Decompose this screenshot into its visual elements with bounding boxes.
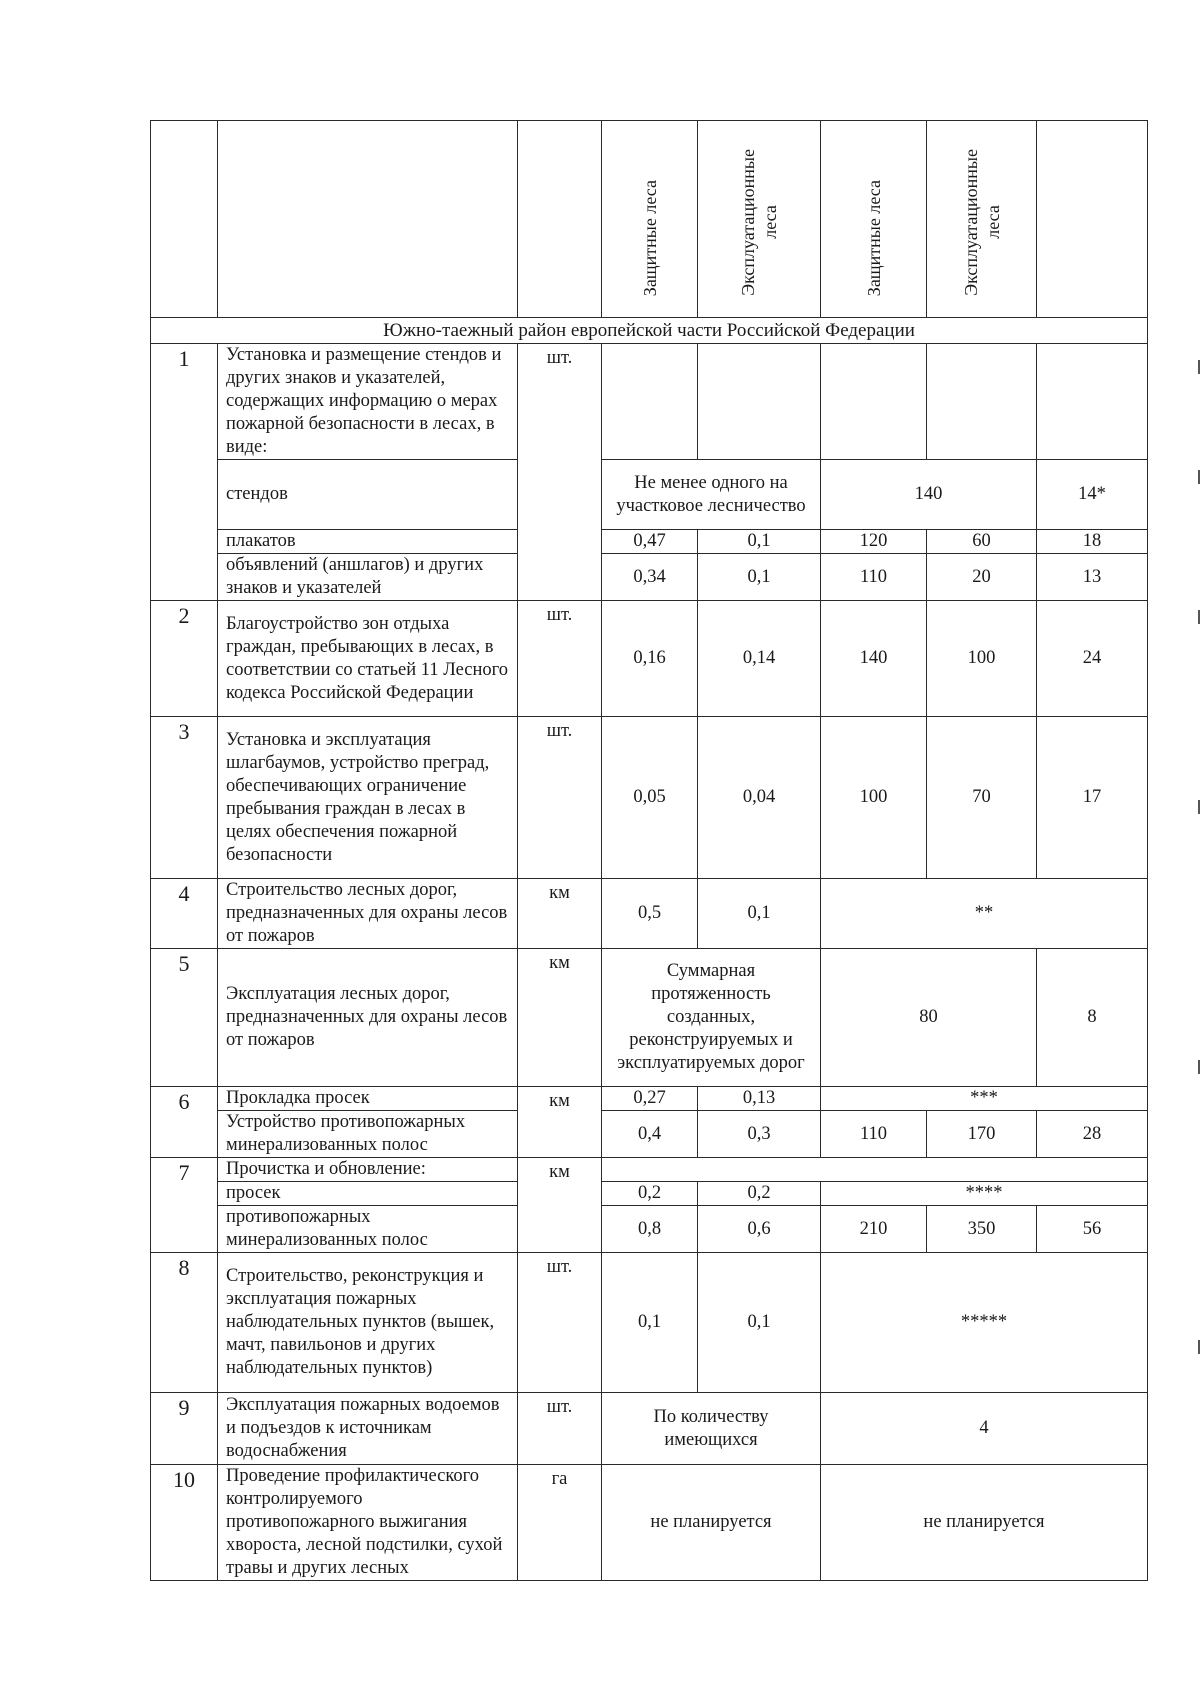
value-cell: 70: [927, 717, 1037, 879]
table-row-1-stands: [151, 460, 1148, 530]
row-unit: шт.: [518, 344, 602, 601]
row-description: Устройство противопожарных минерализованных полос: [218, 1111, 518, 1158]
value-cell: 100: [927, 601, 1037, 717]
row-unit: км: [518, 1087, 602, 1158]
value-cell: 18: [1037, 530, 1148, 554]
row-unit: шт.: [518, 1393, 602, 1465]
value-cell: 0,3: [698, 1111, 821, 1158]
header-empty-cell: [1037, 121, 1148, 318]
row-unit: шт.: [518, 601, 602, 717]
footnote-marker: ****: [821, 1182, 1148, 1206]
value-cell: 110: [821, 1111, 927, 1158]
value-cell: 0,16: [602, 601, 698, 717]
footnote-marker: ***: [821, 1087, 1148, 1111]
value-cell: 56: [1037, 1206, 1148, 1253]
norm-text: не планируется: [602, 1465, 821, 1581]
row-description: Эксплуатация пожарных водоемов и подъездов к источникам водоснабжения: [218, 1393, 518, 1465]
sub-item-description: противопожарных минерализованных полос: [218, 1206, 518, 1253]
table-row-3: [151, 717, 1148, 879]
row-number: 10: [151, 1465, 218, 1581]
header-num-cell: [151, 121, 218, 318]
value-cell: 0,14: [698, 601, 821, 717]
value-cell: 0,1: [698, 530, 821, 554]
header-protective-forests-2: Защитные леса: [821, 121, 927, 318]
row-description: Установка и эксплуатация шлагбаумов, устройство преград, обеспечивающих ограничение пребывания граждан в лесах в целях обеспечения пожарной безопасности: [218, 717, 518, 879]
table-row-7-clearings: [151, 1182, 1148, 1206]
value-cell: 0,2: [602, 1182, 698, 1206]
header-operational-forests-2: Эксплуатационные леса: [927, 121, 1037, 318]
empty-cell: [602, 344, 698, 460]
row-unit: км: [518, 949, 602, 1087]
value-cell: 0,1: [698, 879, 821, 949]
value-cell: 0,6: [698, 1206, 821, 1253]
value-cell: 140: [821, 460, 1037, 530]
row-number: 7: [151, 1158, 218, 1253]
value-cell: 14*: [1037, 460, 1148, 530]
value-cell: 0,1: [698, 554, 821, 601]
empty-cell: [1037, 344, 1148, 460]
region-row: [151, 318, 1148, 344]
row-description: Проведение профилактического контролируемого противопожарного выжигания хвороста, лесной подстилки, сухой травы и других лесных: [218, 1465, 518, 1581]
table-row-9: [151, 1393, 1148, 1465]
value-cell: 0,5: [602, 879, 698, 949]
row-description: Прочистка и обновление:: [218, 1158, 518, 1182]
value-cell: 17: [1037, 717, 1148, 879]
value-cell: 140: [821, 601, 927, 717]
fire-safety-norms-table: [150, 120, 1148, 1581]
value-cell: 8: [1037, 949, 1148, 1087]
value-cell: 13: [1037, 554, 1148, 601]
value-cell: 0,1: [698, 1253, 821, 1393]
sub-item-description: плакатов: [218, 530, 518, 554]
value-cell: 20: [927, 554, 1037, 601]
value-cell: 110: [821, 554, 927, 601]
table-row-6-strips: [151, 1111, 1148, 1158]
value-cell: 0,47: [602, 530, 698, 554]
value-cell: 0,4: [602, 1111, 698, 1158]
row-unit: км: [518, 1158, 602, 1253]
row-number: 6: [151, 1087, 218, 1158]
value-cell: 0,05: [602, 717, 698, 879]
table-row-1-posters: [151, 530, 1148, 554]
header-unit-cell: [518, 121, 602, 318]
row-number: 9: [151, 1393, 218, 1465]
empty-cell: [698, 344, 821, 460]
row-number: 4: [151, 879, 218, 949]
footnote-marker: *****: [821, 1253, 1148, 1393]
row-description: Строительство лесных дорог, предназначенных для охраны лесов от пожаров: [218, 879, 518, 949]
value-cell: 60: [927, 530, 1037, 554]
value-cell: 120: [821, 530, 927, 554]
value-cell: 28: [1037, 1111, 1148, 1158]
row-number: 5: [151, 949, 218, 1087]
footnote-marker: **: [821, 879, 1148, 949]
table-row-8: [151, 1253, 1148, 1393]
norm-text: Суммарная протяженность созданных, реконструируемых и эксплуатируемых дорог: [602, 949, 821, 1087]
sub-item-description: объявлений (аншлагов) и других знаков и указателей: [218, 554, 518, 601]
empty-cell: [602, 1158, 1148, 1182]
value-cell: не планируется: [821, 1465, 1148, 1581]
table-row-5: [151, 949, 1148, 1087]
header-row: [151, 121, 1148, 318]
row-unit: шт.: [518, 1253, 602, 1393]
norm-text: Не менее одного на участковое лесничество: [602, 460, 821, 530]
value-cell: 0,2: [698, 1182, 821, 1206]
value-cell: 210: [821, 1206, 927, 1253]
row-description: Установка и размещение стендов и других знаков и указателей, содержащих информацию о мерах пожарной безопасности в лесах, в виде:: [218, 344, 518, 460]
header-desc-cell: [218, 121, 518, 318]
table-row-6-clearings: [151, 1087, 1148, 1111]
table-row-7-strips: [151, 1206, 1148, 1253]
row-number: 8: [151, 1253, 218, 1393]
value-cell: 80: [821, 949, 1037, 1087]
row-description: Эксплуатация лесных дорог, предназначенных для охраны лесов от пожаров: [218, 949, 518, 1087]
value-cell: 0,8: [602, 1206, 698, 1253]
value-cell: 4: [821, 1393, 1148, 1465]
table-row-7: [151, 1158, 1148, 1182]
table-row-1: [151, 344, 1148, 460]
table-row-2: [151, 601, 1148, 717]
value-cell: 0,04: [698, 717, 821, 879]
table-row-4: [151, 879, 1148, 949]
row-description: Благоустройство зон отдыха граждан, пребывающих в лесах, в соответствии со статьей 11 Лесного кодекса Российской Федерации: [218, 601, 518, 717]
value-cell: 0,1: [602, 1253, 698, 1393]
sub-item-description: стендов: [218, 460, 518, 530]
table-row-1-ads: [151, 554, 1148, 601]
empty-cell: [821, 344, 927, 460]
value-cell: 0,13: [698, 1087, 821, 1111]
row-number: 3: [151, 717, 218, 879]
norm-text: По количеству имеющихся: [602, 1393, 821, 1465]
value-cell: 24: [1037, 601, 1148, 717]
row-unit: км: [518, 879, 602, 949]
row-number: 1: [151, 344, 218, 601]
empty-cell: [927, 344, 1037, 460]
value-cell: 350: [927, 1206, 1037, 1253]
value-cell: 0,27: [602, 1087, 698, 1111]
row-description: Строительство, реконструкция и эксплуатация пожарных наблюдательных пунктов (вышек, мачт, павильонов и других наблюдательных пунктов): [218, 1253, 518, 1393]
value-cell: 100: [821, 717, 927, 879]
value-cell: 0,34: [602, 554, 698, 601]
region-title: Южно-таежный район европейской части Российской Федерации: [151, 318, 1148, 344]
row-number: 2: [151, 601, 218, 717]
sub-item-description: просек: [218, 1182, 518, 1206]
row-unit: шт.: [518, 717, 602, 879]
value-cell: 170: [927, 1111, 1037, 1158]
row-description: Прокладка просек: [218, 1087, 518, 1111]
header-protective-forests-1: Защитные леса: [602, 121, 698, 318]
header-operational-forests-1: Эксплуатационные леса: [698, 121, 821, 318]
fire-safety-norms-table-page: [150, 120, 1148, 1581]
table-row-10: [151, 1465, 1148, 1581]
row-unit: га: [518, 1465, 602, 1581]
